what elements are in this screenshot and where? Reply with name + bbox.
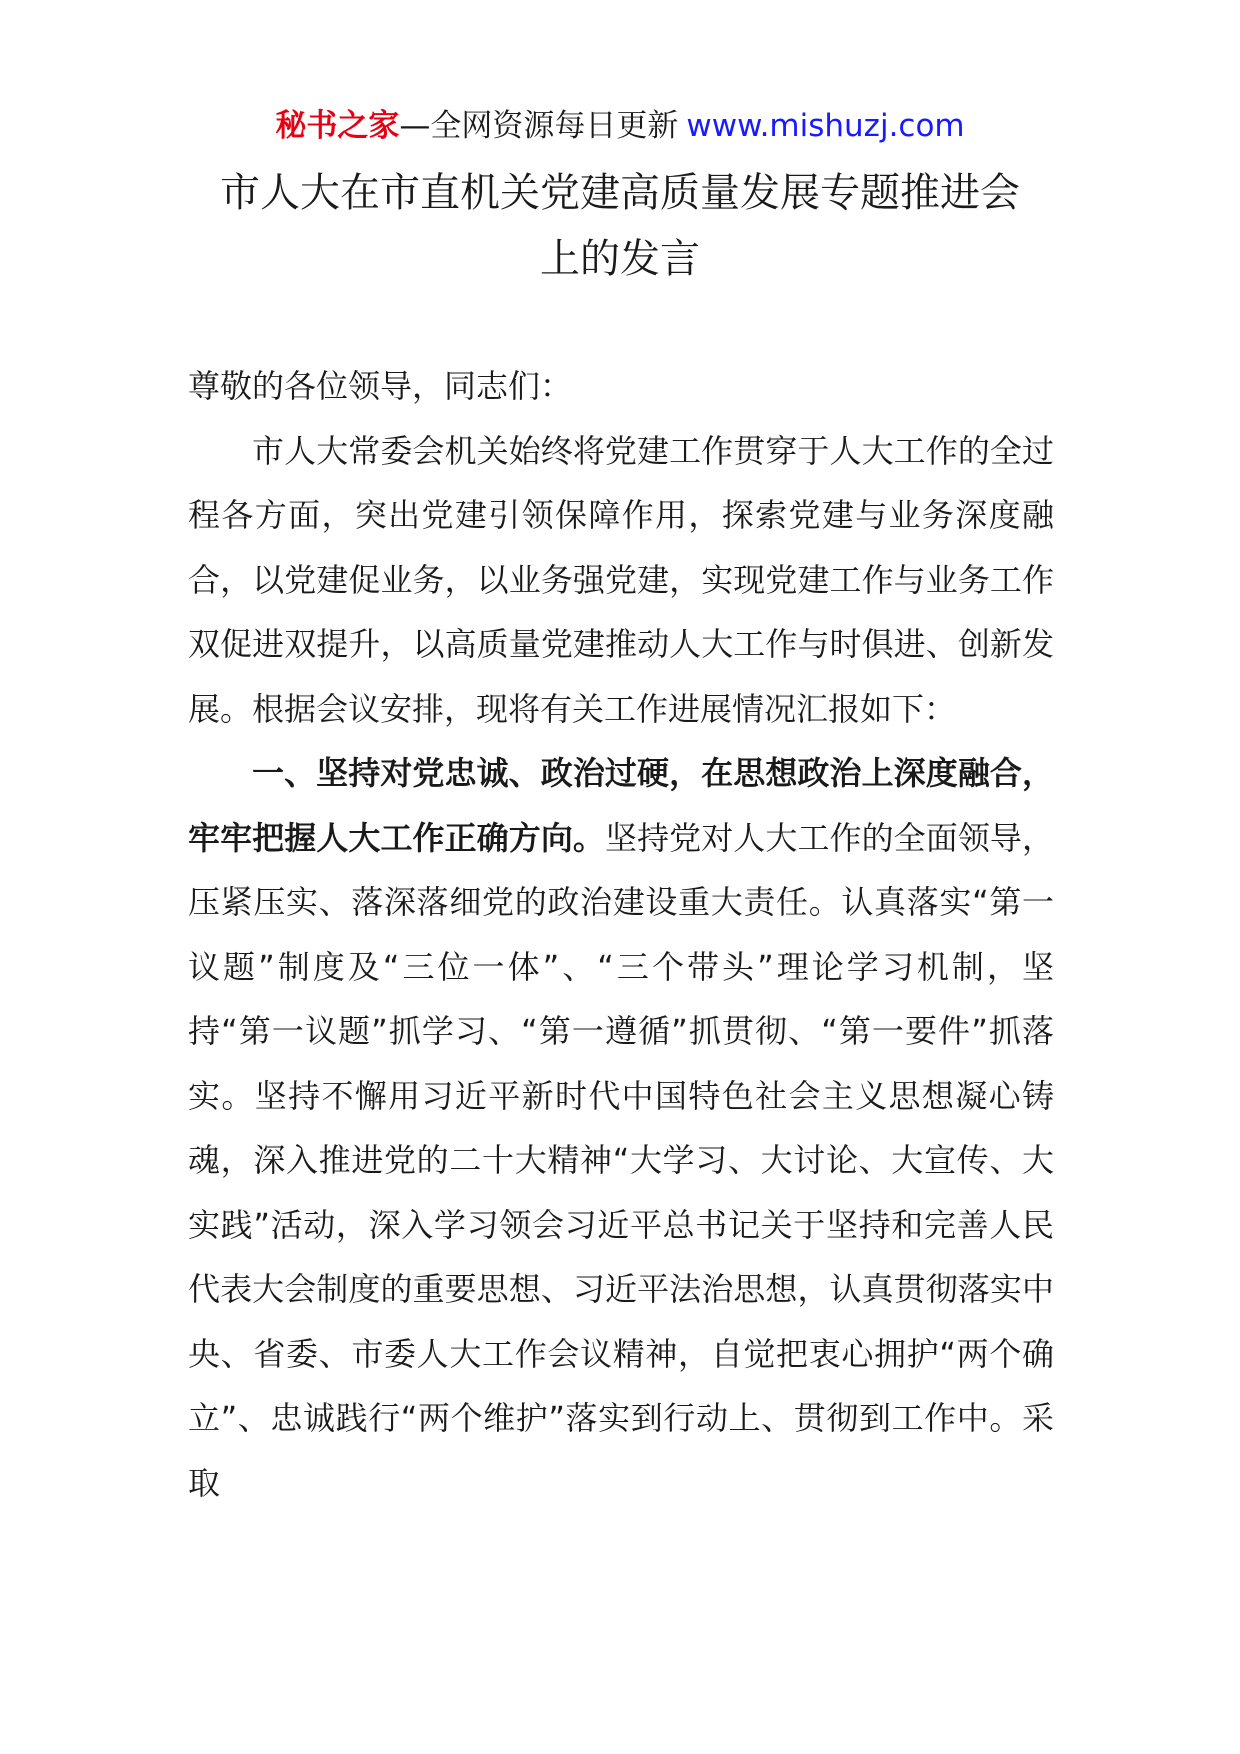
banner-brand: 秘书之家 [275, 108, 400, 144]
intro-paragraph: 市人大常委会机关始终将党建工作贯穿于人大工作的全过程各方面，突出党建引领保障作用，探索党建与业务深度融合，以党建促业务，以业务强党建，实现党建工作与业务工作双促进双提升，以高质量党建推动人大工作与时俱进、创新发展。根据会议安排，现将有关工作进展情况汇报如下： [188, 431, 1054, 728]
document-body [188, 354, 1054, 1515]
title-line-1: 市人大在市直机关党建高质量发展专题推进会 [220, 170, 1020, 216]
banner-slogan: —全网资源每日更新 [399, 108, 679, 144]
banner-url-link[interactable]: www.mishuzj.com [686, 108, 965, 144]
site-banner [0, 104, 1240, 148]
section-1-heading: 一、坚持对党忠诚、政治过硬，在思想政治上深度融合，牢牢把握人大工作正确方向。 [188, 754, 1054, 857]
title-line-2: 上的发言 [540, 236, 700, 282]
salutation: 尊敬的各位领导，同志们： [188, 367, 573, 405]
section-1-paragraph [188, 741, 1054, 1515]
document-title [150, 160, 1090, 292]
section-1-body: 坚持党对人大工作的全面领导，压紧压实、落深落细党的政治建设重大责任。认真落实“第一议题”制度及“三位一体”、“三个带头”理论学习机制，坚持“第一议题”抓学习、“第一遵循”抓贯彻、“第一要件”抓落实。坚持不懈用习近平新时代中国特色社会主义思想凝心铸魂，深入推进党的二十大精神“大学习、大讨论、大宣传、大实践”活动，深入学习领会习近平总书记关于坚持和完善人民代表大会制度的重要思想、习近平法治思想，认真贯彻落实中央、省委、市委人大工作会议精神，自觉把衷心拥护“两个确立”、忠诚践行“两个维护”落实到行动上、贯彻到工作中。采取 [188, 818, 1054, 1502]
